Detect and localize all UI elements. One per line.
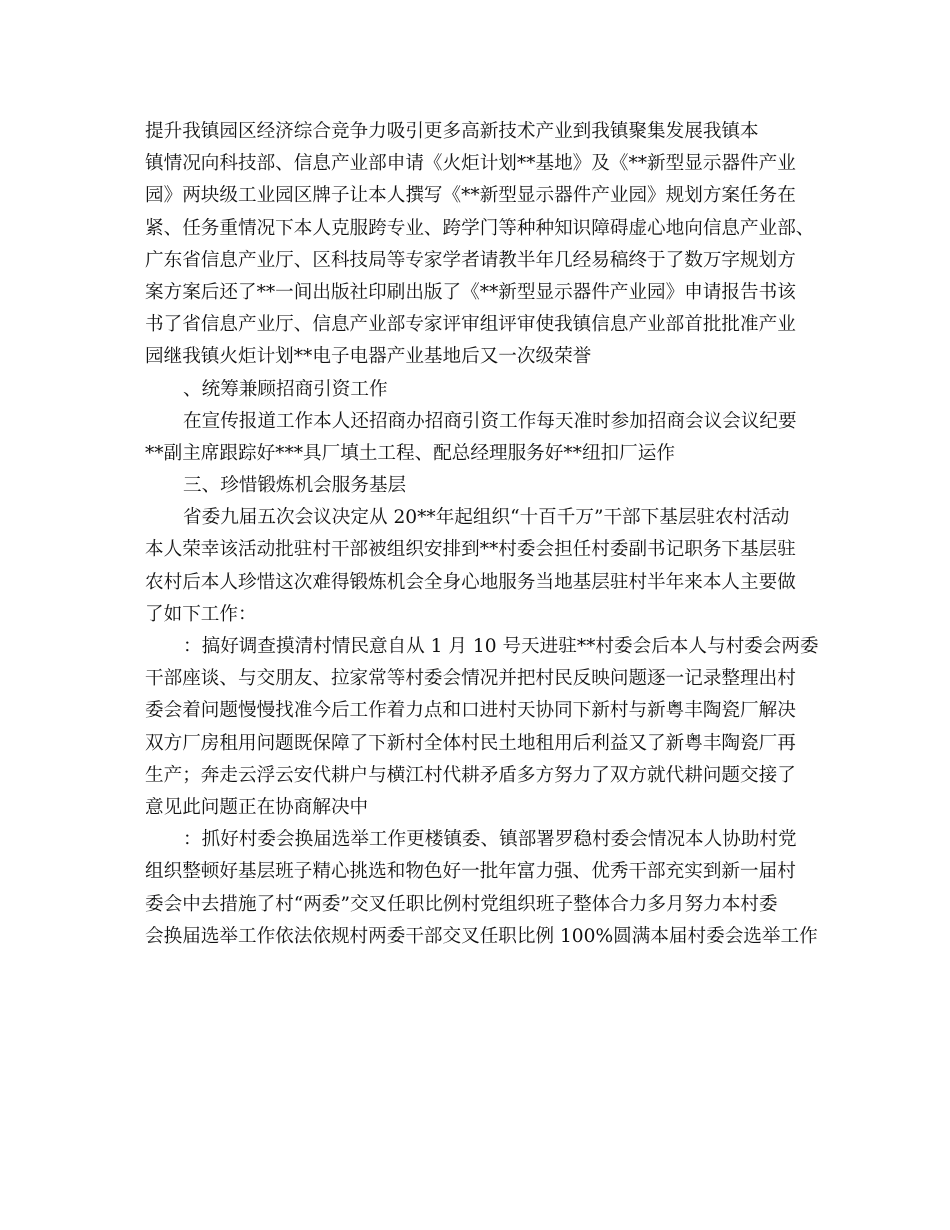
text-line: 干部座谈、与交朋友、拉家常等村委会情况并把村民反映问题逐一记录整理出村	[145, 668, 796, 690]
text-line: 了如下工作：	[145, 603, 257, 625]
paragraph-start-line: ：搞好调查摸清村情民意自从 1 月 10 号天进驻**村委会后本人与村委会两委	[183, 636, 819, 657]
text-line: 生产；奔走云浮云安代耕户与横江村代耕矛盾多方努力了双方就代耕问题交接了	[145, 764, 796, 786]
section-heading: 三、珍惜锻炼机会服务基层	[183, 475, 407, 497]
text-line: 提升我镇园区经济综合竞争力吸引更多高新技术产业到我镇聚集发展我镇本	[145, 121, 759, 142]
paragraph-start-line: ：抓好村委会换届选举工作更楼镇委、镇部署罗稳村委会情况本人协助村党	[183, 829, 797, 851]
text-line: 农村后本人珍惜这次难得锻炼机会全身心地服务当地基层驻村半年来本人主要做	[145, 571, 796, 593]
text-line: 镇情况向科技部、信息产业部申请《火炬计划**基地》及《**新型显示器件产业	[145, 153, 796, 175]
paragraph-start-line: 省委九届五次会议决定从 20**年起组织“十百千万”干部下基层驻农村活动	[183, 507, 790, 529]
text-line: 会换届选举工作依法依规村两委干部交叉任职比例 100%圆满本届村委会选举工作	[145, 925, 818, 947]
text-line: 案方案后还了**一间出版社印刷出版了《**新型显示器件产业园》申请报告书该	[145, 281, 796, 303]
section-heading: 、统筹兼顾招商引资工作	[183, 378, 388, 400]
text-line: 本人荣幸该活动批驻村干部被组织安排到**村委会担任村委副书记职务下基层驻	[145, 539, 796, 561]
text-line: **副主席跟踪好***具厂填土工程、配总经理服务好**纽扣厂运作	[145, 442, 675, 464]
paragraph-start-line: 在宣传报道工作本人还招商办招商引资工作每天准时参加招商会议会议纪要	[183, 410, 797, 432]
text-line: 紧、任务重情况下本人克服跨专业、跨学门等种种知识障碍虚心地向信息产业部、	[145, 217, 815, 239]
text-line: 园》两块级工业园区牌子让本人撰写《**新型显示器件产业园》规划方案任务在	[145, 185, 796, 207]
text-line: 委会着问题慢慢找准今后工作着力点和口进村天协同下新村与新粤丰陶瓷厂解决	[145, 700, 796, 722]
text-line: 意见此问题正在协商解决中	[145, 796, 369, 818]
text-line: 委会中去措施了村“两委”交叉任职比例村党组织班子整体合力多月努力本村委	[145, 893, 778, 915]
text-line: 组织整顿好基层班子精心挑选和物色好一批年富力强、优秀干部充实到新一届村	[145, 861, 796, 883]
text-line: 书了省信息产业厅、信息产业部专家评审组评审使我镇信息产业部首批批准产业	[145, 314, 796, 336]
text-line: 广东省信息产业厅、区科技局等专家学者请教半年几经易稿终于了数万字规划方	[145, 249, 796, 271]
text-line: 园继我镇火炬计划**电子电器产业基地后又一次级荣誉	[145, 346, 592, 368]
text-line: 双方厂房租用问题既保障了下新村全体村民土地租用后利益又了新粤丰陶瓷厂再	[145, 732, 796, 754]
document-body	[145, 116, 819, 953]
